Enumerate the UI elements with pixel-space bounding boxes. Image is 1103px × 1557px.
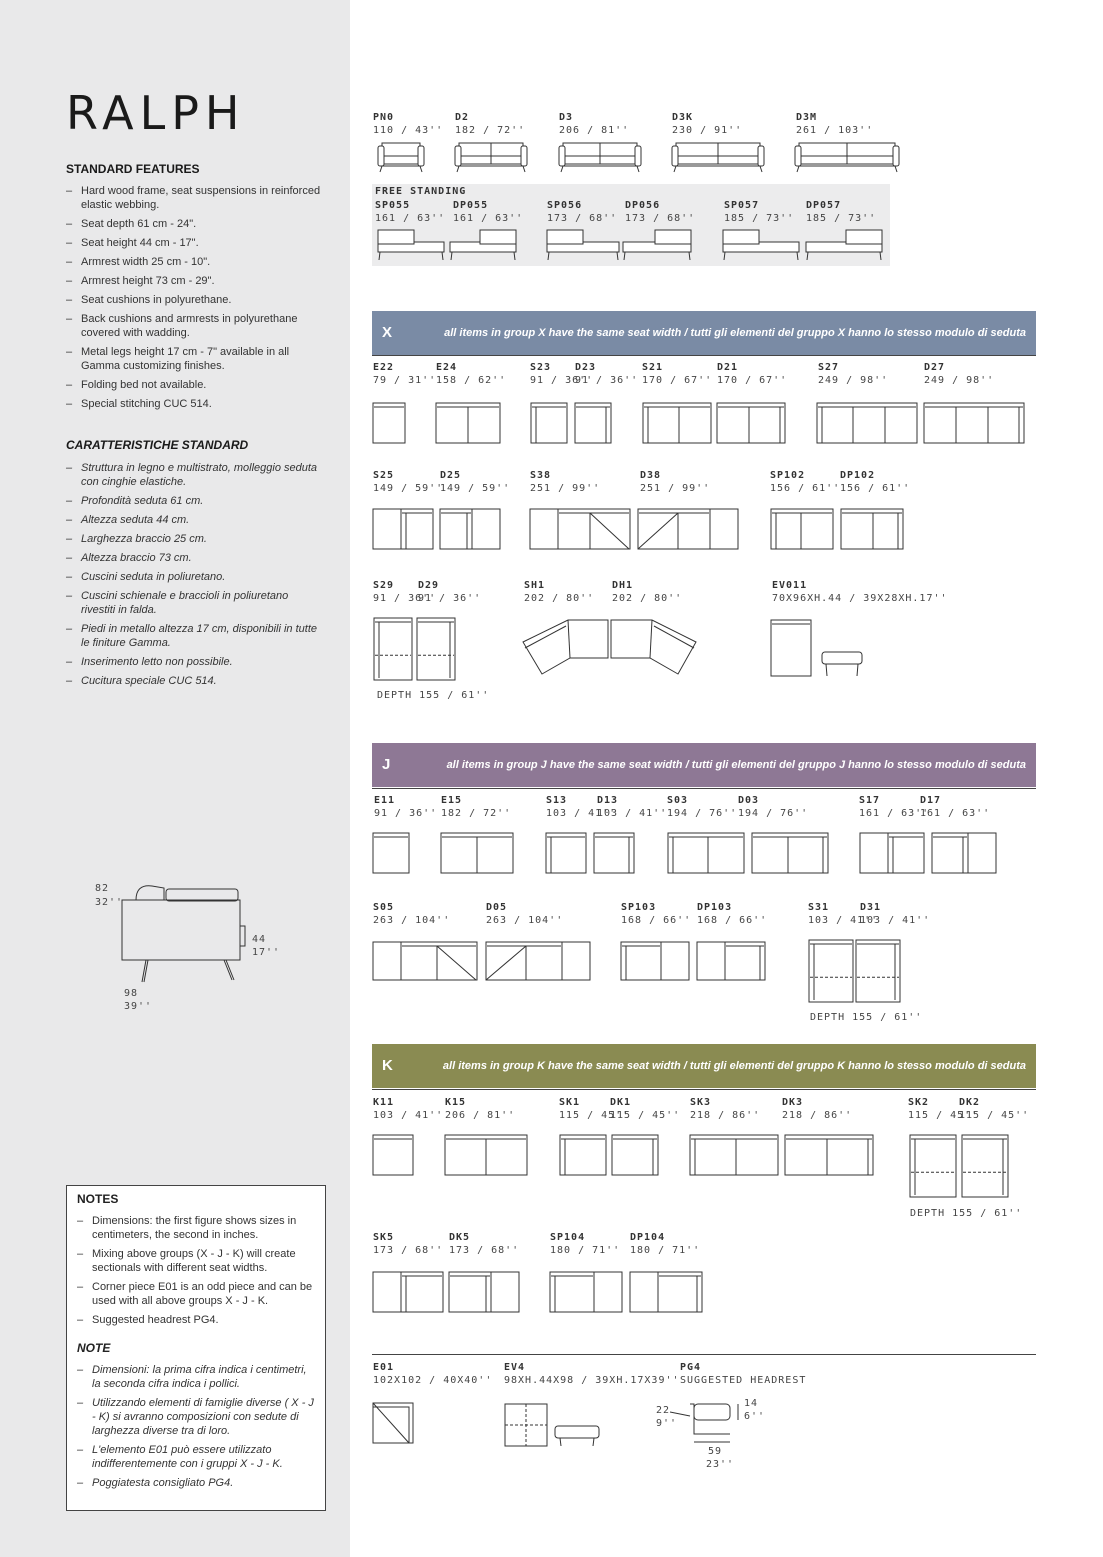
j-d31-size: 103 / 41'' [860, 915, 931, 926]
top-d3k-size: 230 / 91'' [672, 125, 743, 136]
x-sp102-drawing [771, 509, 833, 549]
fs-sp055-size: 161 / 63'' [375, 213, 446, 224]
group-k-text-en: all items in group K have the same seat width / [442, 1060, 690, 1072]
j-dp103-code: DP103 [697, 902, 733, 913]
bottom-e01-size: 102X102 / 40X40'' [373, 1375, 493, 1386]
x-d27-drawing [924, 403, 1024, 443]
pg4-length-cm: 59 [708, 1446, 723, 1457]
j-s31-drawing [809, 940, 853, 1002]
pg4-length-in: 23'' [706, 1459, 735, 1470]
feature-item: – Folding bed not available. [66, 378, 321, 392]
top-pn0-size: 110 / 43'' [373, 125, 444, 136]
feature-item-it: – Larghezza braccio 25 cm. [66, 532, 321, 546]
k-k11-size: 103 / 41'' [373, 1110, 444, 1121]
k-dk1-drawing [612, 1135, 658, 1175]
drawing-line-5 [420, 166, 422, 172]
drawing-line-31 [797, 166, 799, 172]
x-dh1-code: DH1 [612, 580, 634, 591]
top-pn0-code: PN0 [373, 112, 395, 123]
j-d31-drawing [856, 940, 900, 1002]
feature-item-it: – Profondità seduta 61 cm. [66, 494, 321, 508]
drawing-line-170 [550, 1272, 594, 1312]
fs-dp056-size: 173 / 68'' [625, 213, 696, 224]
drawing-line-0 [378, 146, 384, 166]
k-sk1-size: 115 / 45'' [559, 1110, 630, 1121]
note-item: – Corner piece E01 is an odd piece and can be used with all above groups X - J - K. [77, 1280, 315, 1308]
top-d3-code: D3 [559, 112, 574, 123]
free-standing-title: FREE STANDING [375, 186, 467, 197]
k-dk3-drawing [785, 1135, 873, 1175]
drawing-line-43 [655, 230, 691, 244]
group-k-text-it: tutti gli elementi del gruppo K hanno lo stesso modulo di seduta [689, 1060, 1026, 1072]
feature-item-it: – Piedi in metallo altezza 17 cm, disponibili in tutte le finiture Gamma. [66, 622, 321, 650]
drawing-line-4 [380, 166, 382, 172]
note-item-it: – Dimensioni: la prima cifra indica i centimetri, la seconda cifra indica i pollici. [77, 1363, 315, 1391]
side-height-cm: 82 [95, 883, 110, 894]
j-s13-code: S13 [546, 795, 568, 806]
x-s23-size: 91 / 36'' [530, 375, 594, 386]
j-s13-drawing [546, 833, 586, 873]
x-ev011-code: EV011 [772, 580, 808, 591]
pg4-width-in: 9'' [656, 1418, 678, 1429]
drawing-line-50 [807, 252, 808, 260]
x-sp102-size: 156 / 61'' [770, 483, 841, 494]
note-item: – Mixing above groups (X - J - K) will create sectionals with different seat widths. [77, 1247, 315, 1275]
x-dp102-drawing [841, 509, 903, 549]
group-x-text-it: tutti gli elementi del gruppo X hanno lo stesso modulo di seduta [690, 327, 1026, 339]
drawing-line-17 [561, 166, 563, 172]
drawing-line-46 [723, 230, 759, 244]
feature-item-it: – Cuscini seduta in poliuretano. [66, 570, 321, 584]
bottom-ev4-front [555, 1426, 599, 1438]
x-s23-code: S23 [530, 362, 552, 373]
x-d21-code: D21 [717, 362, 739, 373]
drawing-line-104 [826, 664, 827, 676]
drawing-line-173 [658, 1272, 702, 1312]
notes-title: NOTES [77, 1192, 119, 1206]
k-sk1-code: SK1 [559, 1097, 581, 1108]
k-k15-size: 206 / 81'' [445, 1110, 516, 1121]
x-s21-size: 170 / 67'' [642, 375, 713, 386]
feature-item: – Hard wood frame, seat suspensions in reinforced elastic webbing. [66, 184, 321, 212]
feature-item-it: – Altezza braccio 73 cm. [66, 551, 321, 565]
j-d31-code: D31 [860, 902, 882, 913]
x-sh1-code: SH1 [524, 580, 546, 591]
drawing-line-36 [442, 252, 443, 260]
k-sp104-code: SP104 [550, 1232, 586, 1243]
x-s27-code: S27 [818, 362, 840, 373]
j-d13-code: D13 [597, 795, 619, 806]
k-dk2-code: DK2 [959, 1097, 981, 1108]
j-e11-code: E11 [374, 795, 396, 806]
x-s29-drawing [374, 618, 412, 680]
x-ev011-drawing [771, 620, 811, 676]
drawing-line-38 [451, 252, 452, 260]
k-depth-label: DEPTH 155 / 61'' [910, 1208, 1023, 1219]
j-e15-size: 182 / 72'' [441, 808, 512, 819]
j-s31-size: 103 / 41'' [808, 915, 879, 926]
fs-dp055-code: DP055 [453, 200, 489, 211]
x-d21-size: 170 / 67'' [717, 375, 788, 386]
bottom-e01-code: E01 [373, 1362, 395, 1373]
fs-dp056-code: DP056 [625, 200, 661, 211]
j-d03-size: 194 / 76'' [738, 808, 809, 819]
j-sp103-size: 168 / 66'' [621, 915, 692, 926]
x-d23-size: 91 / 36'' [575, 375, 639, 386]
drawing-line-21 [758, 146, 764, 166]
k-dk2-drawing [962, 1135, 1008, 1197]
feature-item: – Seat cushions in polyurethane. [66, 293, 321, 307]
x-e24-size: 158 / 62'' [436, 375, 507, 386]
k-dk3-code: DK3 [782, 1097, 804, 1108]
bottom-pg4-drawing [694, 1404, 730, 1420]
j-s17-code: S17 [859, 795, 881, 806]
pg4-width-cm: 22 [656, 1405, 671, 1416]
x-s27-size: 249 / 98'' [818, 375, 889, 386]
features-title: STANDARD FEATURES [66, 162, 200, 176]
drawing-line-37 [480, 230, 516, 244]
bottom-ev4-code: EV4 [504, 1362, 526, 1373]
k-sk2-size: 115 / 45'' [908, 1110, 979, 1121]
x-e22-drawing [373, 403, 405, 443]
x-s38-code: S38 [530, 470, 552, 481]
drawing-line-79 [558, 509, 630, 549]
j-s03-code: S03 [667, 795, 689, 806]
drawing-line-48 [797, 252, 798, 260]
j-depth-label: DEPTH 155 / 61'' [810, 1012, 923, 1023]
note-item-it: – L'elemento E01 può essere utilizzato indifferentemente con i gruppi X - J - K. [77, 1443, 315, 1471]
j-e11-drawing [373, 833, 409, 873]
x-s21-drawing [643, 403, 711, 443]
drawing-line-35 [379, 252, 380, 260]
drawing-line-83 [638, 509, 710, 549]
group-x-letter: X [382, 324, 393, 341]
drawing-line-44 [624, 252, 625, 260]
drawing-line-28 [893, 146, 899, 166]
x-d25-code: D25 [440, 470, 462, 481]
drawing-line-45 [689, 252, 690, 260]
drawing-line-181 [593, 1438, 594, 1446]
j-s05-code: S05 [373, 902, 395, 913]
k-dk5-code: DK5 [449, 1232, 471, 1243]
x-d25-size: 149 / 59'' [440, 483, 511, 494]
j-d03-code: D03 [738, 795, 760, 806]
x-s29-size: 91 / 36'' [373, 593, 437, 604]
drawing-line-47 [724, 252, 725, 260]
x-ev011-size: 70X96XH.44 / 39X28XH.17'' [772, 593, 948, 604]
x-depth-label: DEPTH 155 / 61'' [377, 690, 490, 701]
group-j-text-it: tutti gli elementi del gruppo J hanno lo stesso modulo di seduta [691, 759, 1026, 771]
k-dk1-code: DK1 [610, 1097, 632, 1108]
bottom-pg4-size: SUGGESTED HEADREST [680, 1375, 807, 1386]
j-d13-drawing [594, 833, 634, 873]
feature-item: – Metal legs height 17 cm - 7" available in all Gamma customizing finishes. [66, 345, 321, 373]
k-k11-code: K11 [373, 1097, 395, 1108]
fs-dp057-code: DP057 [806, 200, 842, 211]
x-d23-code: D23 [575, 362, 597, 373]
drawing-line-13 [559, 146, 565, 166]
drawing-line-1 [418, 146, 424, 166]
x-s38-size: 251 / 99'' [530, 483, 601, 494]
j-s31-code: S31 [808, 902, 830, 913]
feature-item: – Armrest width 25 cm - 10". [66, 255, 321, 269]
drawing-line-32 [895, 166, 897, 172]
j-d05-size: 263 / 104'' [486, 915, 564, 926]
x-s25-code: S25 [373, 470, 395, 481]
x-dp102-size: 156 / 61'' [840, 483, 911, 494]
drawing-line-51 [880, 252, 881, 260]
top-d3-size: 206 / 81'' [559, 125, 630, 136]
drawing-line-49 [846, 230, 882, 244]
drawing-line-164 [401, 1272, 443, 1312]
fs-dp055-size: 161 / 63'' [453, 213, 524, 224]
x-ev011-front [822, 652, 862, 664]
j-s17-size: 161 / 63'' [859, 808, 930, 819]
feature-item: – Special stitching CUC 514. [66, 397, 321, 411]
x-sh1-size: 202 / 80'' [524, 593, 595, 604]
group-x-text-en: all items in group X have the same seat width / [444, 327, 691, 339]
feature-item-it: – Cucitura speciale CUC 514. [66, 674, 321, 688]
x-sp102-code: SP102 [770, 470, 806, 481]
j-e15-code: E15 [441, 795, 463, 806]
top-pn0-drawing [382, 143, 420, 156]
drawing-line-7 [521, 146, 527, 166]
side-height-in: 32'' [95, 897, 124, 908]
x-d38-code: D38 [640, 470, 662, 481]
k-dk1-size: 115 / 45'' [610, 1110, 681, 1121]
fs-sp055-code: SP055 [375, 200, 411, 211]
drawing-line-34 [378, 230, 414, 244]
x-d38-size: 251 / 99'' [640, 483, 711, 494]
feature-item-it: – Struttura in legno e multistrato, molleggio seduta con cinghie elastiche. [66, 461, 321, 489]
x-s27-drawing [817, 403, 917, 443]
drawing-line-6 [455, 146, 461, 166]
x-d29-drawing [417, 618, 455, 680]
j-d05-code: D05 [486, 902, 508, 913]
drawing-line-39 [514, 252, 515, 260]
k-sk3-code: SK3 [690, 1097, 712, 1108]
x-s25-size: 149 / 59'' [373, 483, 444, 494]
group-j-text-en: all items in group J have the same seat width / [446, 759, 692, 771]
j-dp103-size: 168 / 66'' [697, 915, 768, 926]
j-s03-drawing [668, 833, 744, 873]
drawing-line-24 [674, 166, 676, 172]
k-sk3-size: 218 / 86'' [690, 1110, 761, 1121]
side-depth-in: 39'' [124, 1001, 153, 1012]
drawing-line-180 [560, 1438, 561, 1446]
side-seat-in: 17'' [252, 947, 281, 958]
drawing-line-41 [548, 252, 549, 260]
drawing-line-2 [384, 156, 418, 164]
pg4-height-in: 6'' [744, 1411, 766, 1422]
fs-dp057-size: 185 / 73'' [806, 213, 877, 224]
features-title-it: CARATTERISTICHE STANDARD [66, 438, 249, 452]
side-depth-cm: 98 [124, 988, 139, 999]
j-e11-size: 91 / 36'' [374, 808, 438, 819]
x-sh1-drawing [523, 620, 608, 674]
k-sk2-code: SK2 [908, 1097, 930, 1108]
k-dp104-size: 180 / 71'' [630, 1245, 701, 1256]
k-sk5-code: SK5 [373, 1232, 395, 1243]
x-s29-code: S29 [373, 580, 395, 591]
k-k15-code: K15 [445, 1097, 467, 1108]
x-dh1-size: 202 / 80'' [612, 593, 683, 604]
k-dp104-code: DP104 [630, 1232, 666, 1243]
x-e22-code: E22 [373, 362, 395, 373]
j-d03-drawing [752, 833, 828, 873]
x-d29-code: D29 [418, 580, 440, 591]
j-d17-code: D17 [920, 795, 942, 806]
k-sp104-size: 180 / 71'' [550, 1245, 621, 1256]
feature-item: – Seat depth 61 cm - 24". [66, 217, 321, 231]
note-item: – Suggested headrest PG4. [77, 1313, 315, 1327]
feature-item: – Armrest height 73 cm - 29". [66, 274, 321, 288]
bottom-ev4-size: 98XH.44X98 / 39XH.17X39'' [504, 1375, 680, 1386]
group-j-letter: J [382, 756, 391, 773]
j-s13-size: 103 / 41'' [546, 808, 617, 819]
x-d27-size: 249 / 98'' [924, 375, 995, 386]
k-dk2-size: 115 / 45'' [959, 1110, 1030, 1121]
drawing-line-14 [635, 146, 641, 166]
drawing-line-136 [725, 942, 765, 980]
x-d27-code: D27 [924, 362, 946, 373]
k-sk2-drawing [910, 1135, 956, 1197]
j-d13-size: 103 / 41'' [597, 808, 668, 819]
k-sk1-drawing [560, 1135, 606, 1175]
fs-sp056-size: 173 / 68'' [547, 213, 618, 224]
drawing-line-183 [670, 1412, 690, 1416]
drawing-line-10 [457, 166, 459, 172]
j-d17-size: 161 / 63'' [920, 808, 991, 819]
group-k-letter: K [382, 1057, 393, 1074]
drawing-line-42 [617, 252, 618, 260]
top-d2-code: D2 [455, 112, 470, 123]
j-sp103-code: SP103 [621, 902, 657, 913]
top-d2-size: 182 / 72'' [455, 125, 526, 136]
feature-item-it: – Cuscini schienale e braccioli in poliuretano rivestiti in falda. [66, 589, 321, 617]
drawing-line-27 [795, 146, 801, 166]
top-d3m-code: D3M [796, 112, 818, 123]
drawing-line-105 [857, 664, 858, 676]
feature-item-it: – Altezza seduta 44 cm. [66, 513, 321, 527]
feature-item: – Seat height 44 cm - 17". [66, 236, 321, 250]
bottom-pg4-code: PG4 [680, 1362, 702, 1373]
k-sk5-size: 173 / 68'' [373, 1245, 444, 1256]
top-d3m-size: 261 / 103'' [796, 125, 874, 136]
drawing-line-167 [449, 1272, 491, 1312]
k-k11-drawing [373, 1135, 413, 1175]
drawing-line-18 [637, 166, 639, 172]
x-dp102-code: DP102 [840, 470, 876, 481]
k-dk5-size: 173 / 68'' [449, 1245, 520, 1256]
k-sk3-drawing [690, 1135, 778, 1175]
k-dk3-size: 218 / 86'' [782, 1110, 853, 1121]
x-e22-size: 79 / 31'' [373, 375, 437, 386]
x-s21-code: S21 [642, 362, 664, 373]
drawing-line-11 [523, 166, 525, 172]
fs-sp057-code: SP057 [724, 200, 760, 211]
x-d21-drawing [717, 403, 785, 443]
notes-title-it: NOTE [77, 1341, 111, 1355]
pg4-height-cm: 14 [744, 1398, 759, 1409]
note-item-it: – Poggiatesta consigliato PG4. [77, 1476, 315, 1490]
side-seat-cm: 44 [252, 934, 267, 945]
drawing-line-25 [760, 166, 762, 172]
j-s05-size: 263 / 104'' [373, 915, 451, 926]
drawing-line-133 [621, 942, 661, 980]
fs-sp056-code: SP056 [547, 200, 583, 211]
note-item: – Dimensions: the first figure shows sizes in centimeters, the second in inches. [77, 1214, 315, 1242]
note-item-it: – Utilizzando elementi di famiglie diverse ( X - J - K) si avranno composizioni con sedute di larghezza diverse tra di loro. [77, 1396, 315, 1438]
feature-item: – Back cushions and armrests in polyurethane covered with wadding. [66, 312, 321, 340]
top-d3k-code: D3K [672, 112, 694, 123]
j-s03-size: 194 / 76'' [667, 808, 738, 819]
drawing-line-40 [547, 230, 583, 244]
x-dh1-drawing [611, 620, 696, 674]
feature-item-it: – Inserimento letto non possibile. [66, 655, 321, 669]
drawing-line-20 [672, 146, 678, 166]
brand-title: RALPH [66, 86, 246, 140]
fs-sp057-size: 185 / 73'' [724, 213, 795, 224]
x-d29-size: 91 / 36'' [418, 593, 482, 604]
x-e24-code: E24 [436, 362, 458, 373]
